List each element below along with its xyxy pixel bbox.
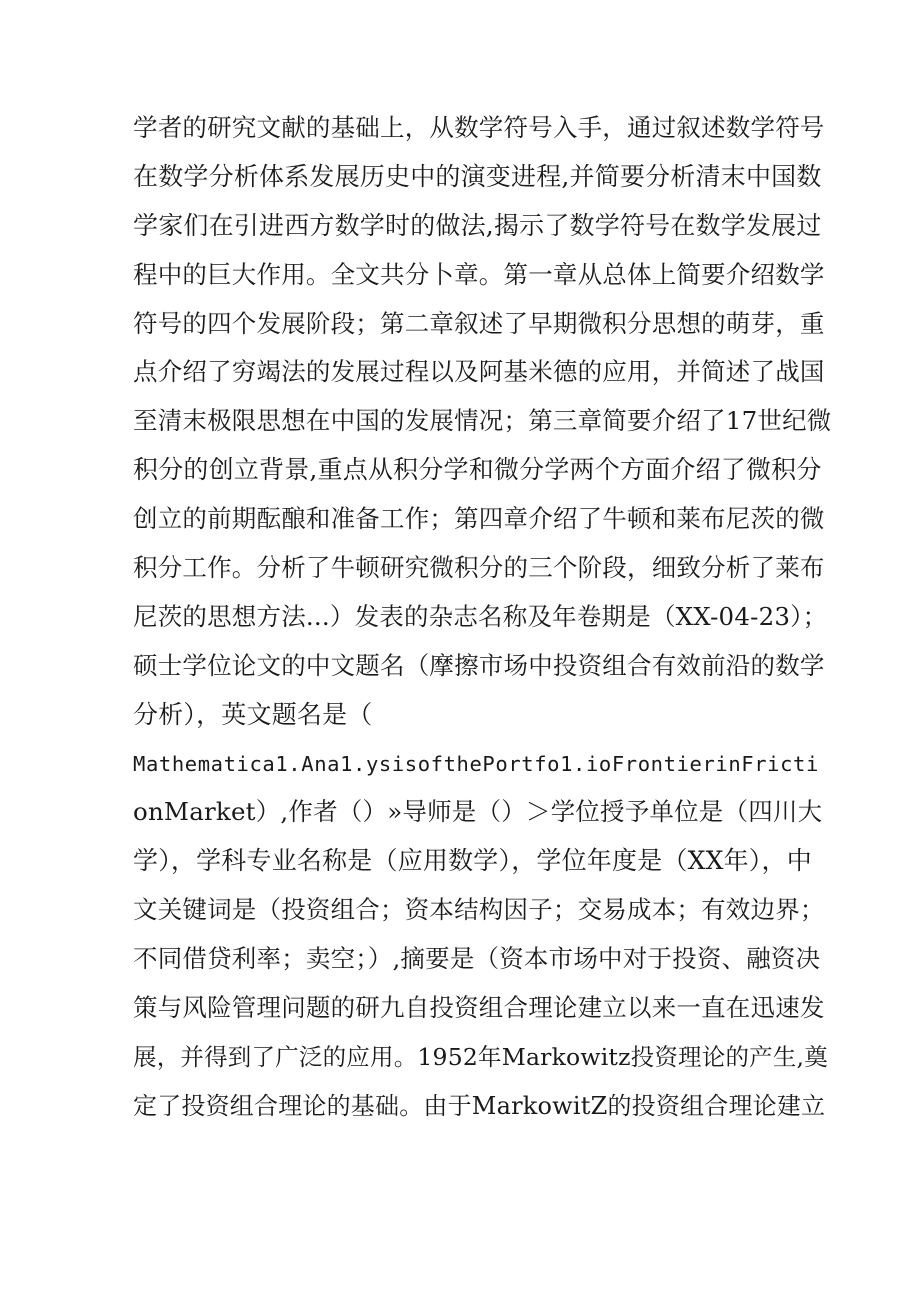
text-line: 创立的前期酝酿和准备工作；第四章介绍了牛顿和莱布尼茨的微 [133,504,825,534]
text-line: 至清末极限思想在中国的发展情况；第三章简要介绍了17世纪微 [133,406,832,436]
text-line: 分析），英文题名是（ [133,699,373,729]
text-line: 积分工作。分析了牛顿研究微积分的三个阶段，细致分析了莱布 [133,553,825,583]
text-line: 不同借贷利率；卖空；）,摘要是（资本市场中对于投资、融资决 [133,944,821,974]
text-line: 程中的巨大作用。全文共分卜章。第一章从总体上简要介绍数学 [133,259,825,289]
text-line: 尼茨的思想方法...）发表的杂志名称及年卷期是（XX-04-23）； [133,601,828,631]
text-line: 学家们在引进西方数学时的做法,揭示了数学符号在数学发展过 [133,210,822,240]
text-line: 在数学分析体系发展历史中的演变进程,并简要分析清末中国数 [133,161,822,191]
text-line: 硕士学位论文的中文题名（摩擦市场中投资组合有效前沿的数学 [133,650,825,680]
text-line: 定了投资组合理论的基础。由于MarkowitZ的投资组合理论建立 [133,1091,826,1120]
text-line: 学），学科专业名称是（应用数学），学位年度是（XX年），中 [133,846,812,876]
text-line: 学者的研究文献的基础上，从数学符号入手，通过叙述数学符号 [133,113,825,142]
text-line: 文关键词是（投资组合；资本结构因子；交易成本；有效边界； [133,895,825,925]
text-line: onMarket）,作者（）»导师是（）＞学位授予单位是（四川大 [133,797,823,827]
text-line: 展，并得到了广泛的应用。1952年Markowitz投资理论的产生,奠 [133,1042,828,1071]
text-line: 策与风险管理问题的研九自投资组合理论建立以来一直在迅速发 [133,993,825,1023]
body-text [133,104,833,1131]
text-line-english-title: Mathematica1.Ana1.ysisofthePortfo1.ioFrontierinFricti [133,751,819,776]
text-line: 符号的四个发展阶段；第二章叙述了早期微积分思想的萌芽，重 [133,308,825,338]
text-line: 积分的创立背景,重点从积分学和微分学两个方面介绍了微积分 [133,455,822,485]
text-line: 点介绍了穷竭法的发展过程以及阿基米德的应用，并简述了战国 [133,357,825,387]
